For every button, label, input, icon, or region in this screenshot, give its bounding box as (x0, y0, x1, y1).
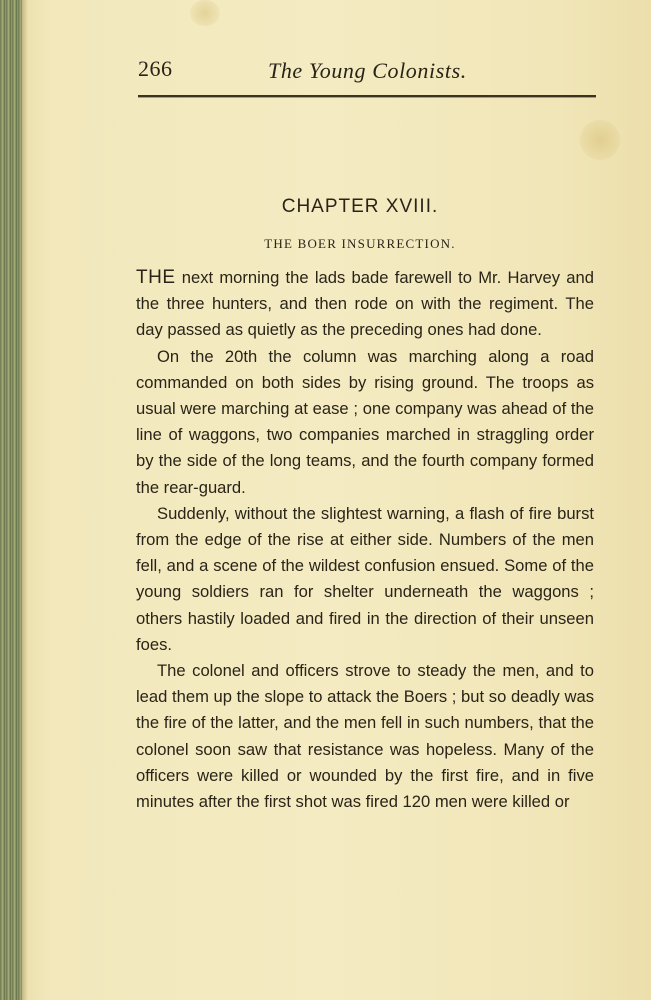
running-title: The Young Colonists. (268, 58, 467, 83)
book-spine (0, 0, 22, 1000)
spine-shadow (22, 0, 28, 1000)
body-text (136, 265, 594, 815)
opening-word: THE (136, 267, 176, 288)
paragraph (136, 265, 594, 344)
paper-stain (580, 120, 620, 160)
chapter-subtitle: THE BOER INSURRECTION. (264, 236, 456, 251)
header-rule (138, 95, 596, 97)
paragraph: On the 20th the column was marching along a road commanded on both sides by rising ground. The troops as usual were marching at ease ; one company was ahead of the line of waggons, two companies marched in straggling order by the side of the long teams, and the fourth company formed the rear-guard. (136, 346, 594, 497)
paragraph: The colonel and officers strove to steady the men, and to lead them up the slope to attack the Boers ; but so deadly was the fire of the latter, and the men fell in such numbers, that the colonel soon saw that resistance was hopeless. Many of the officers were killed or wounded by the first fire, and in five minutes after the first shot was fired 120 men were killed or (136, 661, 594, 812)
page-number: 266 (138, 56, 173, 81)
paragraph: Suddenly, without the slightest warning, a flash of fire burst from the edge of the rise at either side. Numbers of the men fell, and a scene of the wildest confusion ensued. Some of the young soldiers ran for shelter underneath the waggons ; others hastily loaded and fired in the direction of their unseen foes. (136, 503, 594, 654)
paper-stain (190, 0, 220, 26)
paragraph-text: next morning the lads bade farewell to Mr. Harvey and the three hunters, and then rode on with the regiment. The day passed as quietly as the preceding ones had done. (136, 268, 594, 340)
chapter-heading: CHAPTER XVIII. (281, 196, 439, 217)
running-header (138, 54, 598, 90)
